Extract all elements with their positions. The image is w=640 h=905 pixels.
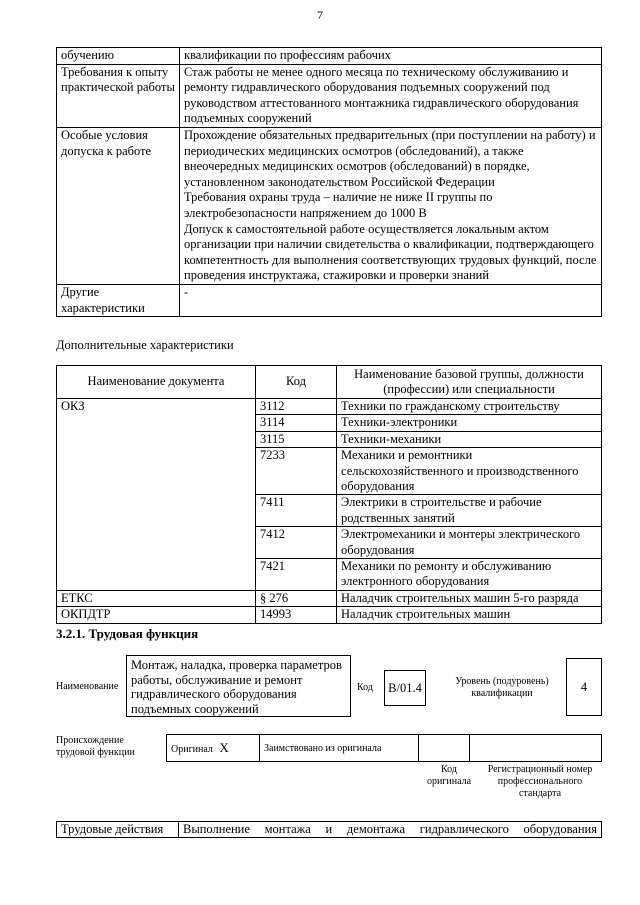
code-original-cell — [419, 735, 470, 762]
labor-actions-value: Выполнение монтажа и демонтажа гидравлического оборудования — [179, 822, 602, 838]
level-label: Уровень (подуровень) квалификации — [455, 676, 549, 699]
name-cell: Механики и ремонтники сельскохозяйственного и производственного оборудования — [337, 448, 602, 495]
table-row — [57, 399, 602, 415]
additional-characteristics-table — [56, 365, 602, 624]
original-mark: Х — [219, 740, 229, 755]
origin-label: Происхождение трудовой функции — [56, 735, 135, 758]
additional-characteristics-caption: Дополнительные характеристики — [56, 338, 234, 352]
original-label: Оригинал — [171, 744, 213, 755]
row-value: квалификации по профессиям рабочих — [180, 48, 602, 65]
original-cell — [167, 735, 260, 762]
code-cell: 7411 — [256, 495, 337, 527]
okz-continuation — [57, 431, 256, 447]
table-row — [167, 735, 602, 762]
header-row — [57, 366, 602, 399]
table-row — [57, 48, 602, 65]
table-row — [57, 559, 602, 591]
table-row — [57, 590, 602, 606]
name-cell: Техники по гражданскому строительству — [337, 399, 602, 415]
okz-continuation — [57, 495, 256, 527]
code-label: Код — [357, 682, 373, 693]
code-cell: § 276 — [256, 590, 337, 606]
labor-actions-label: Трудовые действия — [57, 822, 179, 838]
table-row — [57, 284, 602, 316]
table-row — [57, 448, 602, 495]
name-cell: Техники-электроники — [337, 415, 602, 431]
code-original-label: Код оригинала — [426, 764, 472, 787]
labor-actions-table — [56, 821, 602, 838]
code-cell: 3112 — [256, 399, 337, 415]
name-cell: Электромеханики и монтеры электрического оборудования — [337, 527, 602, 559]
doc-cell: ОКПДТР — [57, 607, 256, 623]
code-cell: 7421 — [256, 559, 337, 591]
reg-number-cell — [470, 735, 602, 762]
reg-number-label: Регистрационный номер профессионального стандарта — [487, 764, 593, 799]
row-value: - — [180, 284, 602, 316]
function-title: 3.2.1. Трудовая функция — [56, 626, 199, 641]
code-cell: 3115 — [256, 431, 337, 447]
okz-continuation — [57, 527, 256, 559]
okz-continuation — [57, 415, 256, 431]
table-row — [57, 127, 602, 284]
name-cell: Механики по ремонту и обслуживанию электронного оборудования — [337, 559, 602, 591]
code-cell: 7233 — [256, 448, 337, 495]
code-cell: 3114 — [256, 415, 337, 431]
level-box: 4 — [566, 658, 602, 716]
name-cell: Наладчик строительных машин 5-го разряда — [337, 590, 602, 606]
okz-label: ОКЗ — [57, 399, 256, 415]
row-value: Стаж работы не менее одного месяца по техническому обслуживанию и ремонту гидравлического оборудования подъемных сооружений под руководством аттестованного монтажника гидравлического оборудования подъемных сооружений — [180, 64, 602, 127]
table-row — [57, 415, 602, 431]
table-row — [57, 64, 602, 127]
function-name-box: Монтаж, наладка, проверка параметров работы, обслуживание и ремонт гидравлического оборудования подъемных сооружений — [126, 655, 351, 717]
row-label: Требования к опыту практической работы — [57, 64, 180, 127]
table-row — [57, 822, 602, 838]
table-row — [57, 431, 602, 447]
characteristics-table — [56, 47, 602, 317]
header-code: Код — [256, 366, 337, 399]
table-row — [57, 607, 602, 623]
code-cell: 14993 — [256, 607, 337, 623]
row-label: Другие характеристики — [57, 284, 180, 316]
okz-continuation — [57, 448, 256, 495]
row-label: обучению — [57, 48, 180, 65]
table-row — [57, 495, 602, 527]
header-document: Наименование документа — [57, 366, 256, 399]
row-value: Прохождение обязательных предварительных (при поступлении на работу) и периодических медицинских осмотров (обследований), а также внеочередных медицинских осмотров (обследований) в порядке, установленном законодательством Российской Федерации Требования охраны труда – наличие не ниже II группы по электробезопасности напряжением до 1000 В Допуск к самостоятельной работе осуществляется локальным актом организации при наличии свидетельства о квалификации, подтверждающего компетентность для выполнения соответствующих трудовых функций, после проведения инструктажа, стажировки и проверки знаний — [180, 127, 602, 284]
header-name: Наименование базовой группы, должности (профессии) или специальности — [337, 366, 602, 399]
name-cell: Наладчик строительных машин — [337, 607, 602, 623]
page-number: 7 — [317, 8, 323, 22]
code-cell: 7412 — [256, 527, 337, 559]
row-label: Особые условия допуска к работе — [57, 127, 180, 284]
name-cell: Электрики в строительстве и рабочие родственных занятий — [337, 495, 602, 527]
okz-continuation — [57, 559, 256, 591]
borrowed-label: Заимствовано из оригинала — [260, 735, 419, 762]
function-code-box: В/01.4 — [384, 670, 426, 706]
origin-table — [166, 734, 602, 762]
name-cell: Техники-механики — [337, 431, 602, 447]
name-label: Наименование — [56, 681, 119, 692]
doc-cell: ЕТКС — [57, 590, 256, 606]
table-row — [57, 527, 602, 559]
